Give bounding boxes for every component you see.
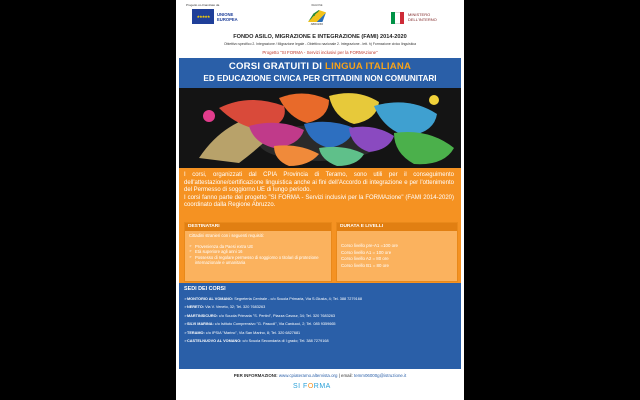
footer-label: PER INFORMAZIONI: [233,373,278,378]
footer-separator: | [337,373,342,378]
location-detail: c/o Istituto Comprensivo "G. Pascoli", Via Carducci, 2; Tel. 085 9359665 [214,322,336,327]
ministry-label-line2: DELL'INTERNO [408,16,437,22]
list-item: ➢ Possesso di regolare permesso di soggiorno o titolari di protezione internazionale e umanitaria [189,255,329,266]
intro-paragraph2: I corsi fanno parte del progetto "SI FORMA - Servizi inclusivi per la FORMAzione" (FAMI 2014-2020) coordinato dalla Regione Abruzzo. [184,194,454,209]
painted-hands-photo [179,88,461,168]
footer-info [176,373,464,378]
list-item: Corso livello pre-A1 =100 ore [341,243,398,248]
course-locations [179,283,461,369]
list-item: Corso livello A2 = 80 ore [341,256,389,262]
banner-line1-prefix: CORSI GRATUITI DI [228,61,326,72]
list-item [184,295,460,303]
location-city: NERETO: [187,305,205,310]
list-item [184,337,460,345]
location-city: TERAMO: [187,330,205,335]
locations-list [184,295,460,345]
siforma-logo-c: RMA [313,383,331,390]
location-city: CASTELNUOVO AL VOMANO: [187,339,242,344]
email-link[interactable]: temm06000g@istruzione.it [353,373,407,378]
siforma-logo-o: O [307,383,314,390]
location-detail: Via V. Veneto, 32; Tel. 320 7683263 [205,305,266,310]
location-detail: c/o Scuola Primaria "S. Pertini", Piazza Cavour, 34; Tel. 320 7683263 [218,313,336,318]
location-city: MONTORIO AL VOMANO: [187,297,234,301]
email-label: email: [341,373,353,378]
region-label: ABRUZZO [310,23,324,26]
abruzzo-emblem-icon [308,10,326,22]
list-item [184,329,460,337]
location-detail: c/o Scuola Secondaria di I grado; Tel. 388 7279168 [242,339,329,344]
banner-line2: ED EDUCAZIONE CIVICA PER CITTADINI NON COMUNITARI [203,74,437,83]
list-item [184,320,460,328]
location-detail: Segreteria Centrale - c/o Scuola Primaria, Via S.Giusta, 4; Tel. 388 7279168 [234,297,362,301]
list-item [184,303,460,311]
eu-label-line1: UNIONE [217,12,234,17]
siforma-logo [293,383,331,390]
list-item: ➢ Provenienza da Paesi extra UE [189,244,329,249]
locations-title: SEDI DEI CORSI [184,286,226,292]
intro-paragraph1: I corsi, organizzati dal CPIA Provincia di Teramo, sono utili per il conseguimento dell'attestazione/certificazione linguistica anche ai fini dell'Accordo di integrazione e per l'ottenimento del Permesso di soggiorno UE di lungo periodo. [184,172,454,194]
funded-by-text: Progetto co-finanziato da [186,3,220,7]
recipients-box [184,222,332,282]
ministry-label [408,13,437,22]
logo-header [176,0,464,34]
fami-subtitle: Obiettivo specifico 2. Integrazione / Migrazione legale - Obiettivo nazionale 2. Integrazione - lett. h) Formazione civico linguistica [223,42,417,46]
region-abruzzo-logo [306,4,328,28]
location-city: SILVI MARINA: [187,322,214,327]
duration-box [336,222,458,282]
siforma-logo-a: SI F [293,383,308,390]
duration-list [341,243,398,269]
list-item: ➢ Età superiore agli anni 16 [189,249,329,254]
website-link[interactable]: www.cpiateramo.altervista.org [278,373,338,378]
list-item: Corso livello A1 = 100 ore [341,249,392,255]
duration-title: DURATA E LIVELLI [337,223,457,231]
eu-label-line2: EUROPEA [217,17,238,22]
list-item [184,312,460,320]
fami-title: FONDO ASILO, MIGRAZIONE E INTEGRAZIONE (FAMI) 2014-2020 [233,34,407,40]
project-line: Progetto "SI FORMA - Servizi inclusivi per la FORMAzione" [262,50,378,55]
ministry-label-line1: MINISTERO [408,12,431,17]
poster [176,0,464,400]
location-city: MARTINSICURO: [187,313,218,318]
recipients-list [189,244,329,266]
location-detail: c/o IPSIA "Marino", Via San Marino, 8; Tel. 320 6827681 [205,330,301,335]
banner-line1 [179,61,461,72]
italy-flag-icon [391,12,404,24]
eu-label [217,12,238,22]
course-banner [179,58,461,88]
region-top-label: REGIONE [311,4,323,7]
eu-flag-icon: ★★★★★ [192,9,214,24]
intro-text [184,172,454,210]
banner-highlight: LINGUA ITALIANA [325,61,412,72]
recipients-intro: Cittadini stranieri con i seguenti requisiti: [189,233,264,238]
list-item: Corso livello B1 = 80 ore [341,262,389,268]
recipients-title: DESTINATARI [185,223,331,231]
